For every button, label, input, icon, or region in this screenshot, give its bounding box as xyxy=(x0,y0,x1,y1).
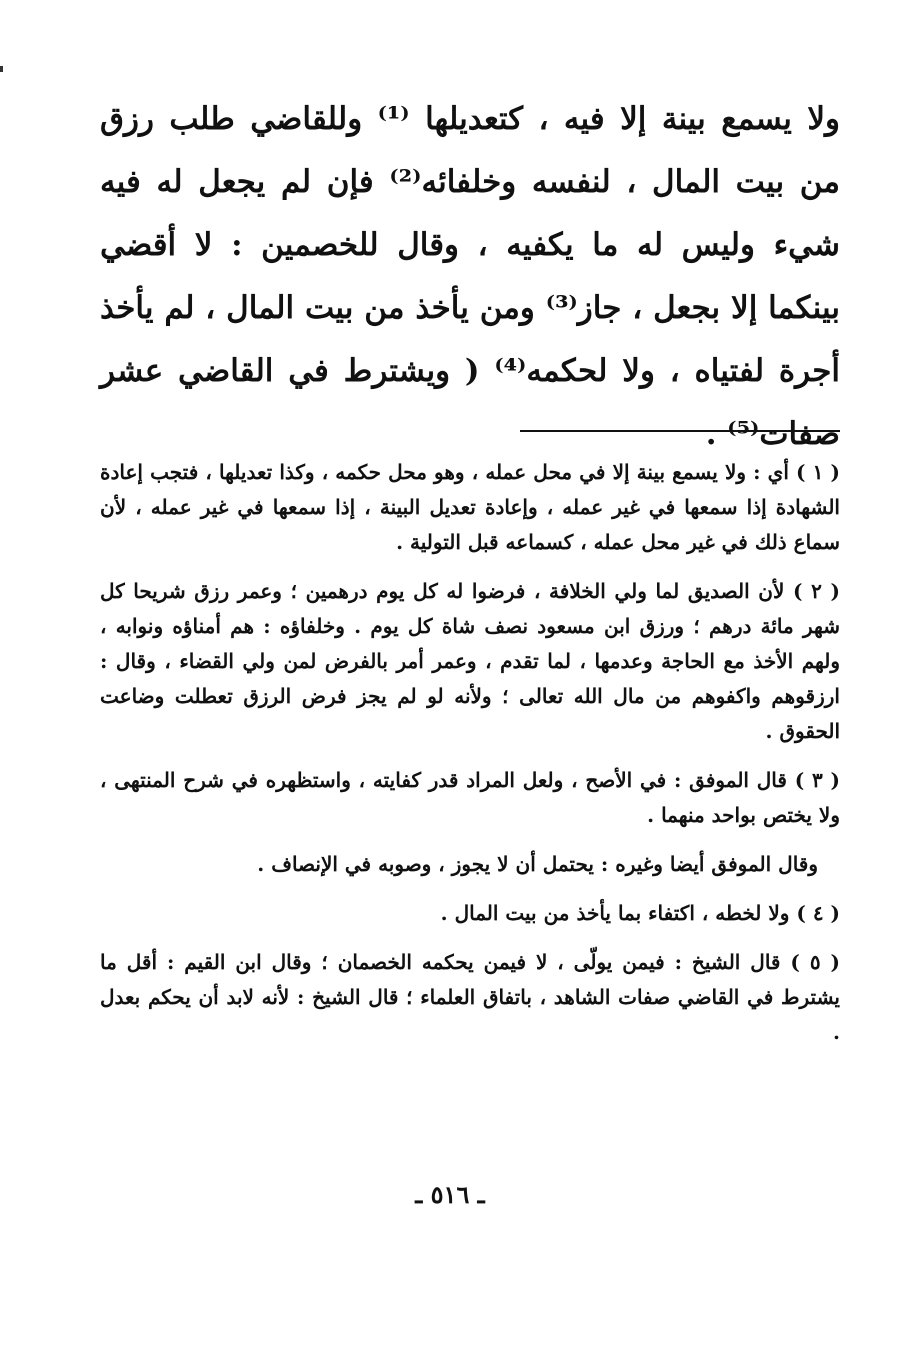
footnote-2: ( ٢ ) لأن الصديق لما ولي الخلافة ، فرضوا له كل يوم درهمين ؛ وعمر رزق شريحا كل شهر مائة درهم ؛ ورزق ابن مسعود نصف شاة كل يوم . وخلفاؤه : هم أمناؤه ونوابه ، ولهم الأخذ مع الحاجة وعدمها ، لما تقدم ، وعمر أمر بالفرض لمن ولي القضاء ، وقال : ارزقوهم واكفوهم من مال الله تعالى ؛ ولأنه لو لم يجز فرض الرزق تعطلت وضاعت الحقوق . xyxy=(100,579,841,743)
main-paragraph: ولا يسمع بينة إلا فيه ، كتعديلها ⁽¹⁾ وللقاضي طلب رزق من بيت المال ، لنفسه وخلفائه⁽²⁾ فإن لم يجعل له فيه شيء وليس له ما يكفيه ، وقال للخصمين : لا أقضي بينكما إلا بجعل ، جاز⁽³⁾ ومن يأخذ من بيت المال ، لم يأخذ أجرة لفتياه ، ولا لحكمه⁽⁴⁾ ( ويشترط في القاضي عشر صفات⁽⁵⁾ . xyxy=(100,101,840,452)
page-number: ـ ٥١٦ ـ xyxy=(415,1180,485,1209)
footnote-3-continuation: وقال الموفق أيضا وغيره : يحتمل أن لا يجوز ، وصوبه في الإنصاف . xyxy=(257,852,818,876)
scan-edge-mark xyxy=(0,66,3,72)
main-body-text xyxy=(100,88,840,466)
footnotes-section xyxy=(100,455,840,1064)
footnote-3: ( ٣ ) قال الموفق : في الأصح ، ولعل المراد قدر كفايته ، واستظهره في شرح المنتهى ، ولا يختص بواحد منهما . xyxy=(100,768,840,827)
footnote-4: ( ٤ ) ولا لخطه ، اكتفاء بما يأخذ من بيت المال . xyxy=(440,901,840,925)
footnote-divider xyxy=(520,430,840,432)
footnote-5: ( ٥ ) قال الشيخ : فيمن يولّى ، لا فيمن يحكمه الخصمان ؛ وقال ابن القيم : أقل ما يشترط في القاضي صفات الشاهد ، باتفاق العلماء ؛ قال الشيخ : لأنه لابد أن يحكم بعدل . xyxy=(100,950,840,1044)
footnote-1: ( ١ ) أي : ولا يسمع بينة إلا في محل عمله ، وهو محل حكمه ، وكذا تعديلها ، فتجب إعادة الشهادة إذا سمعها في غير عمله ، وإعادة تعديل البينة ، إذا سمعها في غير عمله ، لأن سماع ذلك في غير محل عمله ، كسماعه قبل التولية . xyxy=(100,460,840,554)
